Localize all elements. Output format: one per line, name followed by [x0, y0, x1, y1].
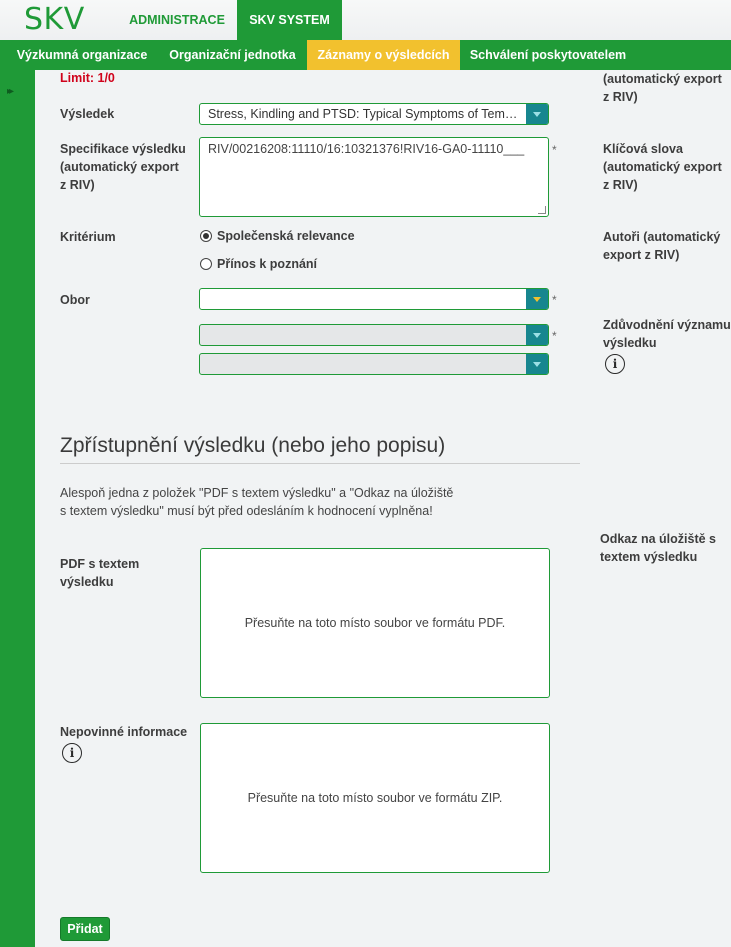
required-marker: *: [552, 293, 557, 307]
right-export-label: [603, 70, 722, 106]
chevron-down-icon[interactable]: [526, 289, 548, 309]
specifikace-label-line: z RIV): [60, 178, 95, 192]
nav-organizacni-jednotka[interactable]: Organizační jednotka: [169, 48, 296, 62]
radio-label: Přínos k poznání: [217, 257, 318, 271]
right-label-line: textem výsledku: [600, 550, 698, 564]
pdf-dropzone-text: Přesuňte na toto místo soubor ve formátu PDF.: [244, 616, 506, 630]
specifikace-value: RIV/00216208:11110/16:10321376!RIV16-GA0-11110___: [208, 142, 525, 156]
vysledek-select[interactable]: [199, 103, 549, 125]
info-icon[interactable]: i: [605, 354, 625, 374]
specifikace-label: [60, 140, 186, 194]
right-label-line: Zdůvodnění významu: [603, 318, 731, 332]
main-nav: [0, 40, 731, 70]
klicova-slova-label: [603, 140, 722, 194]
obor-select-3[interactable]: [199, 353, 549, 375]
right-label-line: (automatický export: [603, 72, 722, 86]
right-label-line: export z RIV): [603, 248, 680, 262]
autori-label: [603, 228, 720, 264]
nav-schvaleni-poskytovatelem[interactable]: Schválení poskytovatelem: [469, 48, 627, 62]
kriterium-label: Kritérium: [60, 230, 116, 244]
zip-dropzone-text: Přesuňte na toto místo soubor ve formátu ZIP.: [247, 791, 503, 805]
nav-zaznamy-o-vysledcich[interactable]: Záznamy o výsledcích: [307, 40, 460, 70]
chevron-down-icon[interactable]: [526, 104, 548, 124]
chevron-down-icon[interactable]: [526, 325, 548, 345]
right-label-line: z RIV): [603, 90, 638, 104]
right-label-line: Klíčová slova: [603, 142, 683, 156]
radio-unchecked-icon[interactable]: [200, 258, 212, 270]
pdf-label-line: PDF s textem: [60, 557, 140, 571]
radio-checked-icon[interactable]: [200, 230, 212, 242]
nav-vyzkumna-organizace[interactable]: Výzkumná organizace: [16, 48, 148, 62]
pdf-label: [60, 555, 139, 591]
double-chevron-right-icon[interactable]: ▸▸: [7, 86, 12, 97]
resize-grip-icon[interactable]: [538, 206, 546, 214]
radio-spolecenska-relevance[interactable]: [200, 229, 355, 243]
tab-skv-system[interactable]: SKV SYSTEM: [237, 0, 342, 40]
info-icon[interactable]: i: [62, 743, 82, 763]
radio-prinos-k-poznani[interactable]: [200, 257, 317, 271]
radio-label: Společenská relevance: [217, 229, 355, 243]
tab-administrace[interactable]: ADMINISTRACE: [129, 13, 225, 27]
zduvodneni-label: [603, 316, 731, 352]
specifikace-label-line: Specifikace výsledku: [60, 142, 186, 156]
section-title: Zpřístupnění výsledku (nebo jeho popisu): [60, 434, 446, 457]
specifikace-label-line: (automatický export: [60, 160, 179, 174]
right-label-line: (automatický export: [603, 160, 722, 174]
limit-indicator: Limit: 1/0: [60, 71, 115, 85]
vysledek-label: Výsledek: [60, 107, 115, 121]
vysledek-value: Stress, Kindling and PTSD: Typical Symptoms of Tem…: [208, 107, 518, 121]
access-note: Alespoň jedna z položek "PDF s textem výsledku" a "Odkaz na úložiště s textem výsledku" musí být před odesláním k hodnocení vyplněna!: [60, 486, 454, 518]
right-label-line: Odkaz na úložiště s: [600, 532, 717, 546]
section-divider: [60, 463, 580, 464]
pdf-dropzone[interactable]: [200, 548, 550, 698]
top-bar: [0, 0, 731, 40]
specifikace-textarea[interactable]: [199, 137, 549, 217]
right-label-line: Autoři (automatický: [603, 230, 721, 244]
side-panel: [0, 70, 35, 947]
right-label-line: z RIV): [603, 178, 638, 192]
pdf-label-line: výsledku: [60, 575, 114, 589]
add-button[interactable]: Přidat: [60, 917, 110, 941]
optional-info-label: Nepovinné informace: [60, 725, 188, 739]
required-marker: *: [552, 143, 557, 157]
odkaz-label: [600, 530, 716, 566]
obor-select-2[interactable]: [199, 324, 549, 346]
obor-label: Obor: [60, 293, 90, 307]
chevron-down-icon[interactable]: [526, 354, 548, 374]
required-marker: *: [552, 329, 557, 343]
zip-dropzone[interactable]: [200, 723, 550, 873]
app-logo[interactable]: SKV: [24, 2, 85, 37]
obor-select-1[interactable]: [199, 288, 549, 310]
right-label-line: výsledku: [603, 336, 657, 350]
